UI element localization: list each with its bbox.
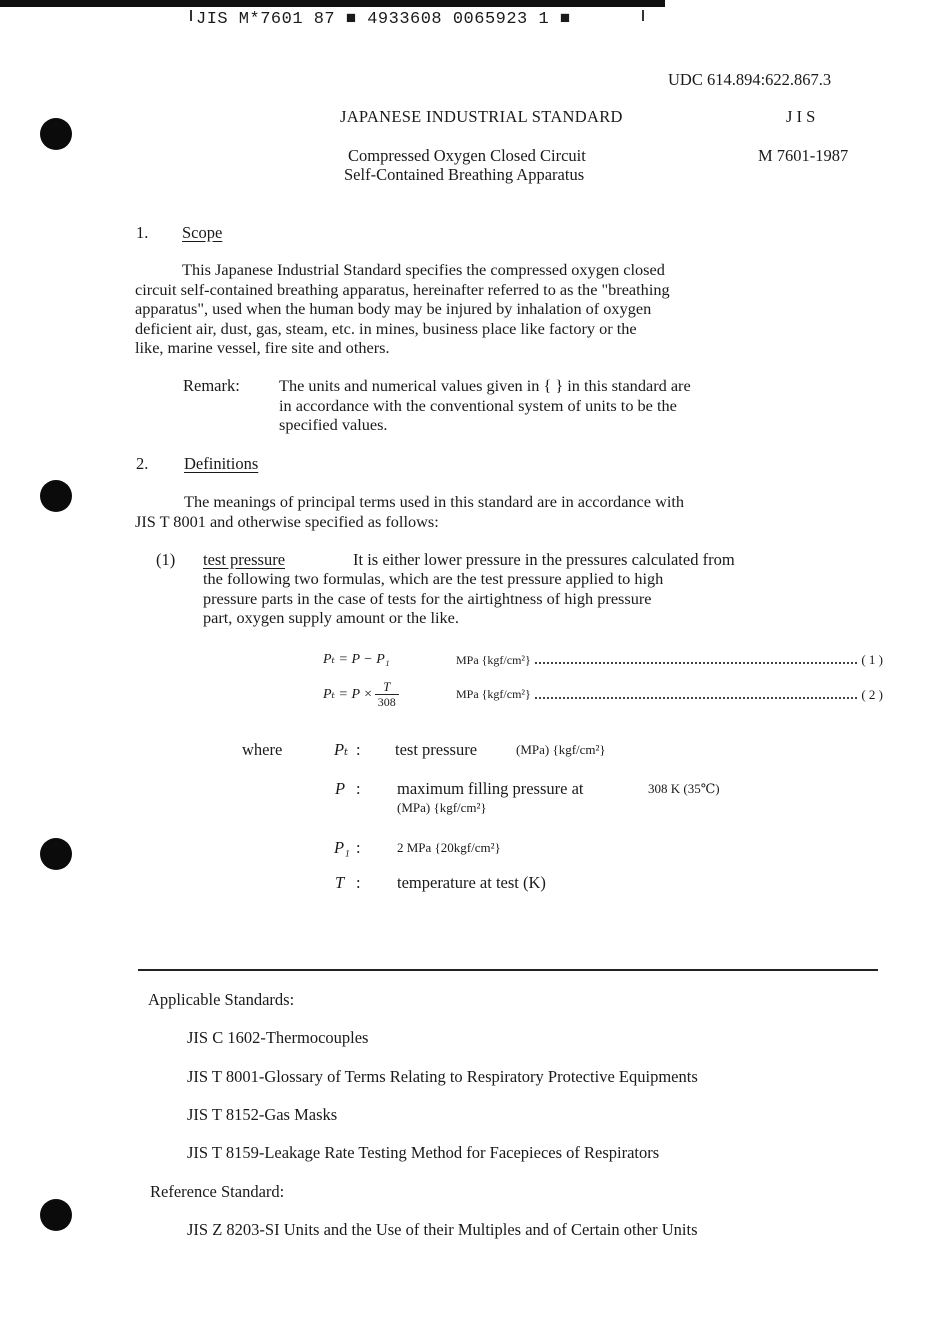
section-1-number: 1.: [136, 223, 149, 242]
term-test-pressure: test pressure: [203, 550, 286, 569]
applicable-standard-item: JIS T 8159-Leakage Rate Testing Method for Facepieces of Respirators: [187, 1143, 660, 1162]
reference-standard-item: JIS Z 8203-SI Units and the Use of their Multiples and of Certain other Units: [187, 1220, 698, 1239]
symbol-p: P: [335, 779, 346, 798]
standard-number: M 7601-1987: [758, 146, 849, 165]
item-1-number: (1): [156, 550, 176, 569]
section-2-number: 2.: [136, 454, 149, 473]
where-label: where: [242, 740, 283, 759]
title-line-2: Self-Contained Breathing Apparatus: [344, 165, 585, 184]
term-text-line-3: pressure parts in the case of tests for the airtightness of high pressure: [203, 588, 652, 608]
title-line-1: Compressed Oxygen Closed Circuit: [348, 146, 586, 165]
symbol-t-colon: :: [356, 873, 361, 892]
remark-label: Remark:: [183, 376, 240, 395]
term-text: [203, 569, 663, 628]
punch-hole-4: [40, 1199, 72, 1231]
formula-2-fraction: [375, 680, 399, 709]
scan-tick-left: [190, 10, 192, 21]
punch-hole-1: [40, 118, 72, 150]
definitions-intro: [135, 492, 684, 531]
symbol-p1: P₁: [334, 838, 350, 857]
udc-number: UDC 614.894:622.867.3: [668, 70, 832, 89]
standard-name: JAPANESE INDUSTRIAL STANDARD: [340, 107, 623, 126]
scope-line-4: deficient air, dust, gas, steam, etc. in mines, business place like factory or the: [135, 318, 637, 338]
footnote-divider: [138, 969, 878, 971]
term-text-line-4: part, oxygen supply amount or the like.: [203, 608, 459, 627]
definitions-intro-line-1: The meanings of principal terms used in this standard are in accordance with: [184, 492, 685, 511]
applicable-standard-item: JIS C 1602-Thermocouples: [187, 1028, 369, 1047]
formula-2-number: ( 2 ): [861, 686, 883, 702]
term-text-first-line: It is either lower pressure in the pressures calculated from: [353, 550, 735, 569]
symbol-p1-colon: :: [356, 838, 361, 857]
formula-1-number: ( 1 ): [861, 652, 883, 667]
top-scan-bar: [0, 0, 665, 7]
formula-2-expression: Pₜ = P ×: [323, 687, 373, 702]
symbol-pt-unit: (MPa) {kgf/cm²}: [516, 742, 606, 757]
scope-line-5: like, marine vessel, fire site and others.: [135, 338, 390, 357]
scope-line-3: apparatus", used when the human body may be injured by inhalation of oxygen: [135, 299, 652, 318]
symbol-p1-description: 2 MPa {20kgf/cm²}: [397, 840, 501, 855]
remark-line-1: The units and numerical values given in { } in this standard are: [279, 376, 691, 395]
scope-line-2: circuit self-contained breathing apparatus, hereinafter referred to as the "breathing: [135, 279, 670, 299]
symbol-pt: Pₜ: [334, 740, 349, 759]
applicable-standard-item: JIS T 8001-Glossary of Terms Relating to Respiratory Protective Equipments: [187, 1067, 698, 1086]
symbol-p-unit-line-2: (MPa) {kgf/cm²}: [397, 800, 487, 815]
section-1-heading: Scope: [182, 223, 223, 242]
term-text-line-2: the following two formulas, which are the test pressure applied to high: [203, 569, 664, 588]
jis-mark: J I S: [786, 107, 816, 126]
remark-line-3: specified values.: [279, 415, 388, 434]
symbol-pt-description: test pressure: [395, 740, 478, 759]
formula-2: [323, 680, 883, 709]
symbol-p-unit: 308 K (35℃): [648, 781, 720, 796]
section-2-heading: Definitions: [184, 454, 259, 473]
formula-1: [323, 651, 883, 668]
remark-line-2: in accordance with the conventional system of units to be the: [279, 395, 677, 415]
symbol-t-description: temperature at test (K): [397, 873, 546, 892]
scope-line-1: This Japanese Industrial Standard specifies the compressed oxygen closed: [182, 260, 665, 279]
header-code: JIS M*7601 87 ■ 4933608 0065923 1 ■: [196, 10, 571, 29]
scope-paragraph: [135, 260, 670, 358]
remark-paragraph: [279, 376, 691, 435]
formula-1-leader: [535, 662, 858, 664]
symbol-pt-colon: :: [356, 740, 361, 759]
symbol-t: T: [335, 873, 345, 892]
symbol-p-description: maximum filling pressure at: [397, 779, 584, 798]
punch-hole-2: [40, 480, 72, 512]
formula-2-leader: [535, 697, 858, 699]
formula-1-expression: Pₜ = P − P₁: [323, 652, 390, 667]
definitions-intro-line-2: JIS T 8001 and otherwise specified as follows:: [135, 511, 439, 531]
formula-2-denominator: 308: [377, 695, 396, 709]
applicable-standard-item: JIS T 8152-Gas Masks: [187, 1105, 338, 1124]
applicable-standards-label: Applicable Standards:: [148, 990, 295, 1009]
reference-standard-label: Reference Standard:: [150, 1182, 285, 1201]
punch-hole-3: [40, 838, 72, 870]
formula-2-unit: MPa {kgf/cm²}: [456, 687, 531, 701]
scan-tick-right: [642, 10, 644, 21]
formula-1-unit: MPa {kgf/cm²}: [456, 653, 531, 667]
symbol-p-colon: :: [356, 779, 361, 798]
formula-2-numerator: T: [383, 679, 391, 694]
